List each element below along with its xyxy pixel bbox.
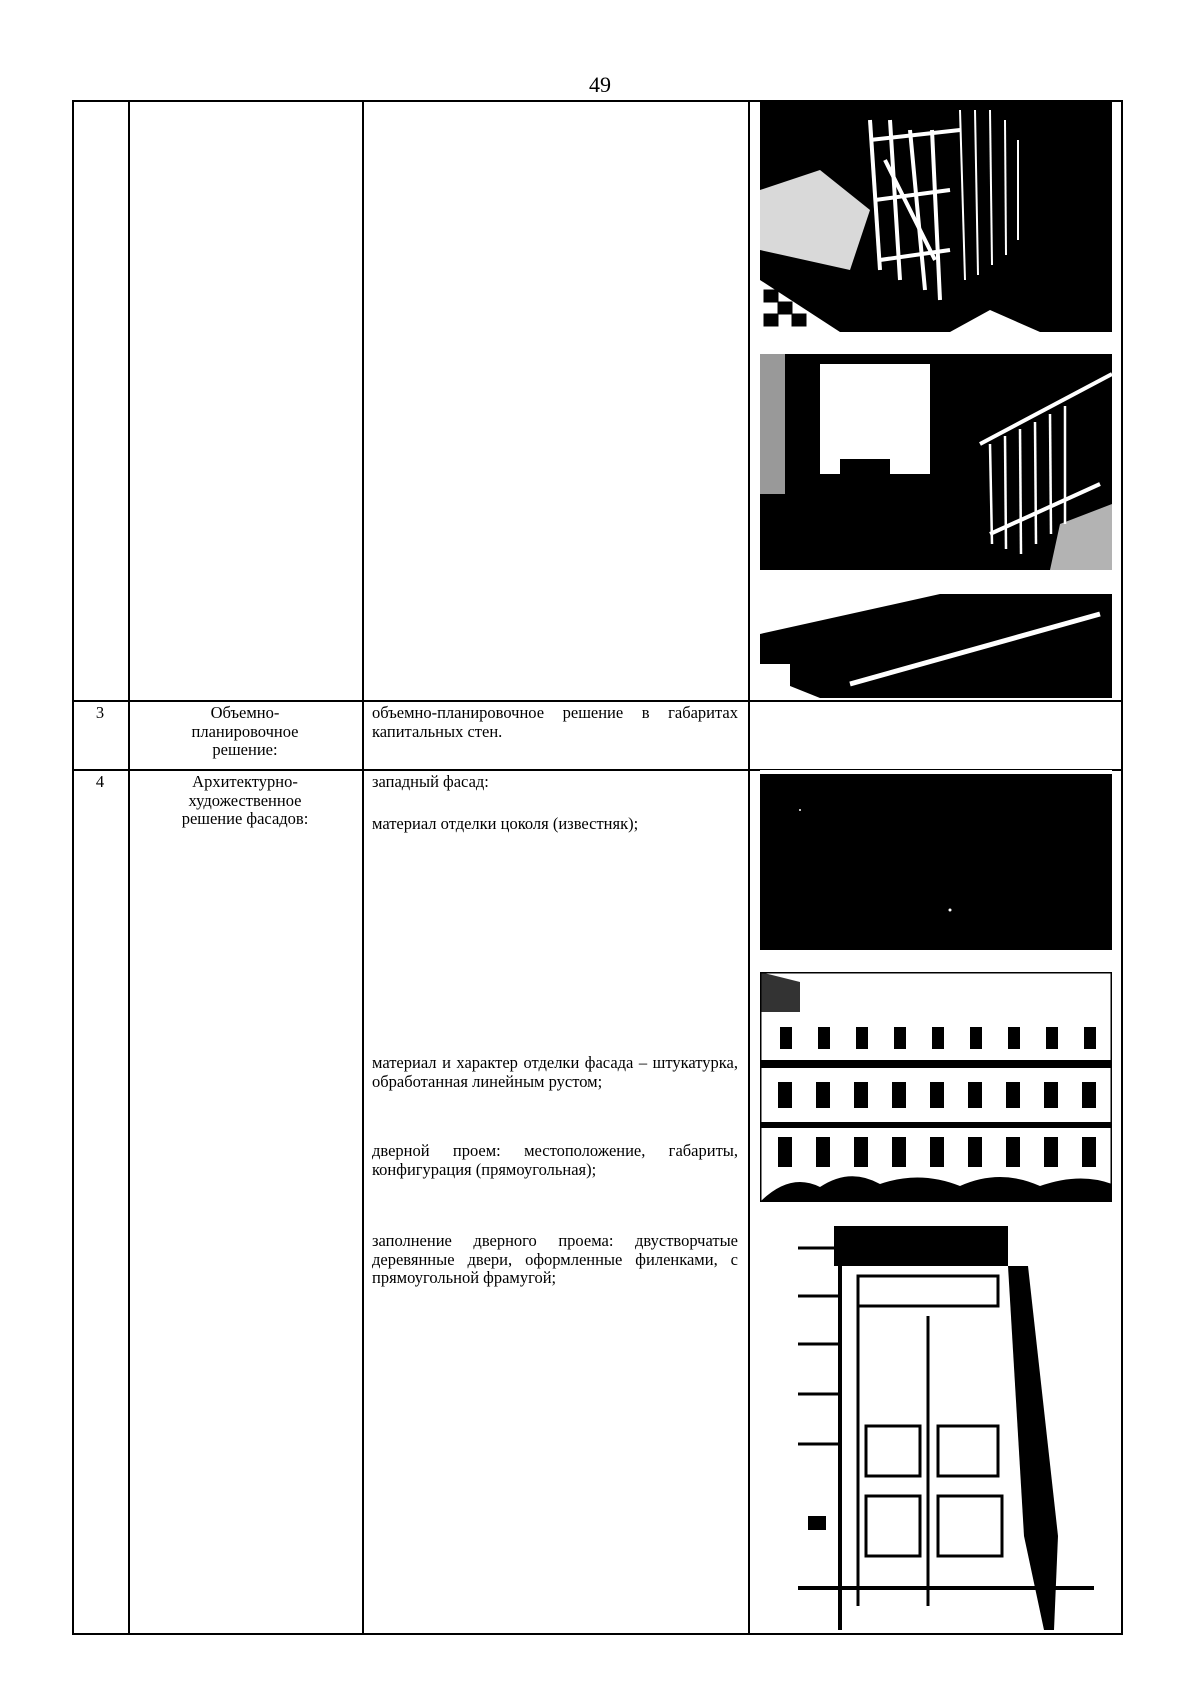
row-title-line: планировочное xyxy=(191,721,299,741)
table-border-right xyxy=(1121,100,1123,1635)
description-item: заполнение дверного проема: двустворчатые деревянные двери, оформленные филенками, с прямоугольной фрамугой; xyxy=(372,1231,738,1287)
facade-photo xyxy=(760,972,1112,1202)
row-title-line: Объемно- xyxy=(210,703,280,722)
table-border-left xyxy=(72,100,74,1635)
row-title-line: решение: xyxy=(212,740,278,759)
door-photo xyxy=(798,1226,1094,1630)
description-item: западный фасад: xyxy=(372,772,489,791)
row-title-line: художественное xyxy=(188,790,302,810)
row-divider-1 xyxy=(72,700,1123,702)
page-number: 49 xyxy=(589,72,611,97)
row-title-line: решение фасадов: xyxy=(181,809,309,828)
table-border-bottom xyxy=(72,1633,1123,1635)
column-divider-1 xyxy=(128,100,130,1635)
row-description: объемно-планировочное решение в габаритах капитальных стен. xyxy=(372,703,738,741)
column-divider-3 xyxy=(748,100,750,1635)
staircase-hall-photo xyxy=(760,354,1112,570)
row-title-line: Архитектурно- xyxy=(192,772,298,791)
column-divider-2 xyxy=(362,100,364,1635)
floor-detail-photo xyxy=(760,594,1112,698)
description-item: дверной проем: местоположение, габариты, конфигурация (прямоугольная); xyxy=(372,1141,738,1179)
stair-railing-photo xyxy=(760,100,1112,332)
plinth-photo xyxy=(760,770,1112,950)
row-number: 3 xyxy=(95,703,105,722)
row-title xyxy=(128,704,362,760)
row-number: 4 xyxy=(95,772,105,791)
description-item: материал и характер отделки фасада – штукатурка, обработанная линейным рустом; xyxy=(372,1053,738,1091)
row-title xyxy=(128,773,362,829)
description-item: материал отделки цоколя (известняк); xyxy=(372,814,639,833)
table xyxy=(72,100,1123,1635)
